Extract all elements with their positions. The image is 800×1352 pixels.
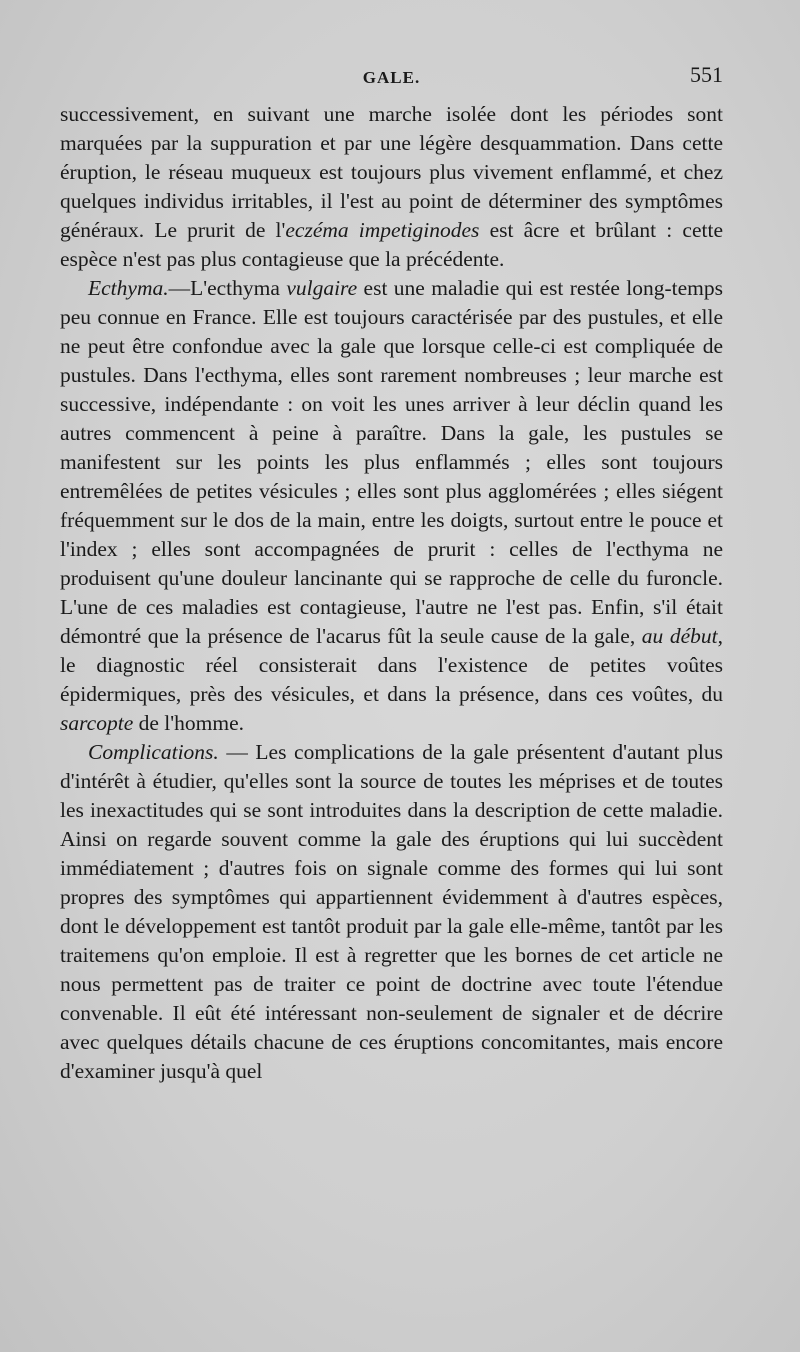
italic-term: sarcopte (60, 711, 134, 735)
running-title: GALE. (362, 68, 421, 87)
body-text (60, 100, 723, 1086)
section-heading-complications: Complications. (88, 740, 219, 764)
page-number: 551 (690, 62, 723, 87)
paragraph-eczema-continuation (60, 100, 723, 274)
italic-term: au début (641, 624, 718, 648)
italic-term: vulgaire (286, 276, 358, 300)
text-run: de l'homme. (133, 711, 245, 735)
text-run: successivement, en suivant une marche isolée dont les périodes sont marquées par la suppuration et par une légère desquammation. Dans cette éruption, le réseau muqueux est toujours plus vivement enflammé, et chez quelques individus irritables, il l'est au point de déterminer des symptômes généraux. Le prurit de l' (60, 102, 723, 242)
text-run: , le diagnostic réel consisterait dans l'existence de petites voûtes épidermiques, près des vésicules, et dans la présence, dans ces voûtes, du (60, 624, 723, 706)
section-heading-ecthyma: Ecthyma. (88, 276, 169, 300)
text-run: —L'ecthyma (168, 276, 287, 300)
text-run: — Les complications de la gale présentent d'autant plus d'intérêt à étudier, qu'elles sont la source de toutes les méprises et de toutes les inexactitudes qui se sont introduites dans la description de cette maladie. Ainsi on regarde souvent comme la gale des éruptions qui lui succèdent immédiatement ; d'autres fois on signale comme des formes qui lui sont propres des symptômes qui appartiennent évidemment à d'autres espèces, dont le développement est tantôt produit par la gale elle-même, tantôt par les traitemens qu'on emploie. Il est à regretter que les bornes de cet article ne nous permettent pas de traiter ce point de doctrine avec toute l'étendue convenable. Il eût été intéressant non-seulement de signaler et de décrire avec quelques détails chacune de ces éruptions concomitantes, mais encore d'examiner jusqu'à quel (60, 740, 723, 1083)
text-run: est âcre et brûlant : cette espèce n'est pas plus contagieuse que la précédente. (60, 218, 724, 271)
paragraph-complications (60, 738, 723, 1086)
page-header (60, 62, 723, 92)
italic-term: eczéma impetiginodes (285, 218, 480, 242)
text-run: est une maladie qui est restée long-temps peu connue en France. Elle est toujours caractérisée par des pustules, et elle ne peut être confondue avec la gale que lorsque celle-ci est compliquée de pustules. Dans l'ecthyma, elles sont rarement nombreuses ; leur marche est successive, indépendante : on voit les unes arriver à leur déclin quand les autres commencent à peine à paraître. Dans la gale, les pustules se manifestent sur les points les plus enflammés ; elles sont toujours entremêlées de petites vésicules ; elles sont plus agglomérées ; elles siégent fréquemment sur le dos de la main, entre les doigts, surtout entre le pouce et l'index ; elles sont accompagnées de prurit : celles de l'ecthyma ne produisent qu'une douleur lancinante qui se rapproche de celle du furoncle. L'une de ces maladies est contagieuse, l'autre ne l'est pas. Enfin, s'il était démontré que la présence de l'acarus fût la seule cause de la gale, (60, 276, 723, 648)
paragraph-ecthyma (60, 274, 723, 738)
